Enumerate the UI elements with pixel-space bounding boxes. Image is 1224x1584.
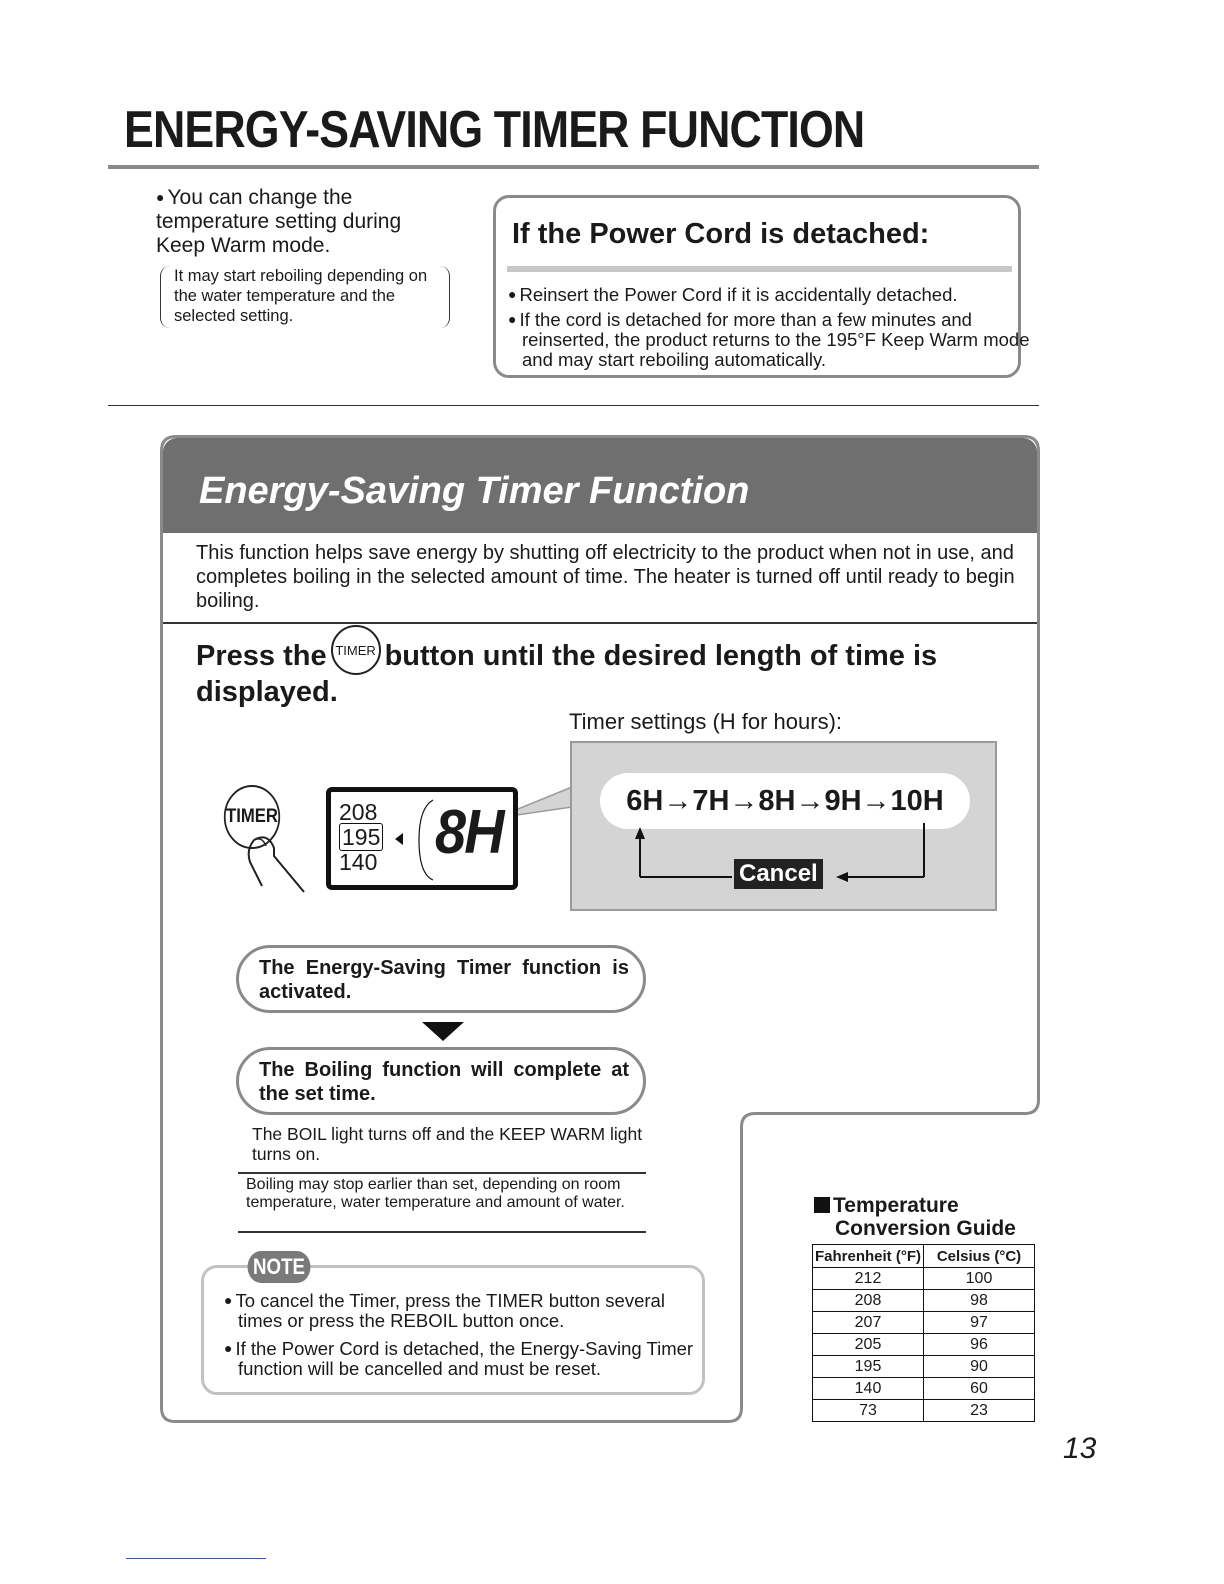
note-badge: NOTE xyxy=(248,1251,311,1283)
section-divider xyxy=(108,405,1039,406)
page-number: 13 xyxy=(1063,1432,1097,1465)
celsius-cell: 100 xyxy=(924,1268,1035,1290)
fahrenheit-cell: 195 xyxy=(813,1356,924,1378)
table-row xyxy=(813,1334,1035,1356)
lcd-temp-140: 140 xyxy=(339,849,378,875)
conversion-table xyxy=(812,1244,1035,1422)
intro-bullet xyxy=(156,185,456,258)
celsius-cell: 90 xyxy=(924,1356,1035,1378)
table-row xyxy=(813,1312,1035,1334)
timer-sequence-box xyxy=(570,741,997,911)
table-row xyxy=(813,1268,1035,1290)
lcd-panel xyxy=(326,787,518,890)
fahrenheit-cell: 207 xyxy=(813,1312,924,1334)
left-parenthesis-icon xyxy=(160,266,171,328)
fahrenheit-cell: 140 xyxy=(813,1378,924,1400)
power-cord-bullet: ● Reinsert the Power Cord if it is accidentally detached. xyxy=(508,284,1030,305)
fahrenheit-header: Fahrenheit (°F) xyxy=(813,1245,924,1268)
status-boiling-text: The Boiling function will complete at the set time. xyxy=(259,1059,629,1105)
note-item: ● If the Power Cord is detached, the Energy-Saving Timer function will be cancelled and must be reset. xyxy=(224,1338,708,1379)
square-bullet-icon xyxy=(814,1197,830,1213)
caution-rule-top xyxy=(238,1172,646,1174)
boiling-caution: Boiling may stop earlier than set, depending on room temperature, water temperature and amount of water. xyxy=(246,1176,625,1211)
celsius-cell: 23 xyxy=(924,1400,1035,1422)
timer-button-icon: TIMER xyxy=(331,625,381,675)
conversion-title: Temperature Conversion Guide xyxy=(814,1194,1016,1240)
bullet-icon xyxy=(156,186,167,209)
timer-sequence: 6H→7H→8H→9H→10H xyxy=(626,785,944,817)
fahrenheit-cell: 205 xyxy=(813,1334,924,1356)
right-parenthesis-icon xyxy=(439,266,450,328)
power-cord-rule xyxy=(507,266,1012,272)
power-cord-heading: If the Power Cord is detached: xyxy=(512,218,930,250)
timer-button[interactable]: TIMER xyxy=(224,785,280,849)
caution-rule-bottom xyxy=(238,1231,646,1233)
fahrenheit-cell: 208 xyxy=(813,1290,924,1312)
table-header-row xyxy=(813,1245,1035,1268)
celsius-cell: 97 xyxy=(924,1312,1035,1334)
fahrenheit-cell: 73 xyxy=(813,1400,924,1422)
table-row xyxy=(813,1400,1035,1422)
power-cord-bullet: ● If the cord is detached for more than a few minutes and reinserted, the product returns to the 195°F Keep Warm mode and may start reboiling automatically. xyxy=(508,309,1030,370)
bullet-icon xyxy=(508,309,519,330)
finger-press-icon xyxy=(240,830,310,900)
celsius-header: Celsius (°C) xyxy=(924,1245,1035,1268)
panel-description: This function helps save energy by shutting off electricity to the product when not in use, and completes boiling in the selected amount of time. The heater is turned off until ready to begin boiling. xyxy=(196,542,1015,612)
intro-note xyxy=(160,266,450,330)
table-row xyxy=(813,1378,1035,1400)
page-title: ENERGY-SAVING TIMER FUNCTION xyxy=(124,101,865,159)
title-divider xyxy=(108,165,1039,169)
celsius-cell: 98 xyxy=(924,1290,1035,1312)
timer-settings-label: Timer settings (H for hours): xyxy=(569,709,843,734)
intro-note-text: It may start reboiling depending on the water temperature and the selected setting. xyxy=(174,267,428,325)
status-boiling-complete xyxy=(236,1047,646,1115)
note-item: ● To cancel the Timer, press the TIMER button several times or press the REBOIL button once. xyxy=(224,1290,708,1331)
status-activated xyxy=(236,945,646,1013)
lcd-timer-display: 8H xyxy=(435,798,503,867)
intro-bullet-text: You can change the temperature setting during Keep Warm mode. xyxy=(156,186,402,257)
step-instruction: Press the TIMER button until the desired length of time is displayed. xyxy=(196,639,1016,709)
table-row xyxy=(813,1290,1035,1312)
footer-link-line xyxy=(126,1558,266,1559)
fahrenheit-cell: 212 xyxy=(813,1268,924,1290)
lcd-temp-195: 195 xyxy=(339,825,383,849)
down-arrow-icon xyxy=(422,1022,464,1041)
panel-title: Energy-Saving Timer Function xyxy=(199,470,750,512)
bullet-icon xyxy=(224,1338,235,1359)
power-cord-box xyxy=(493,195,1030,378)
table-row xyxy=(813,1356,1035,1378)
boil-light-note: The BOIL light turns off and the KEEP WARM light turns on. xyxy=(252,1124,643,1164)
note-box xyxy=(201,1254,705,1395)
celsius-cell: 96 xyxy=(924,1334,1035,1356)
celsius-cell: 60 xyxy=(924,1378,1035,1400)
lcd-temp-208: 208 xyxy=(339,799,378,825)
status-activated-text: The Energy-Saving Timer function is activated. xyxy=(259,957,629,1003)
bullet-icon xyxy=(508,284,519,305)
cancel-label: Cancel xyxy=(734,859,823,889)
bullet-icon xyxy=(224,1290,235,1311)
